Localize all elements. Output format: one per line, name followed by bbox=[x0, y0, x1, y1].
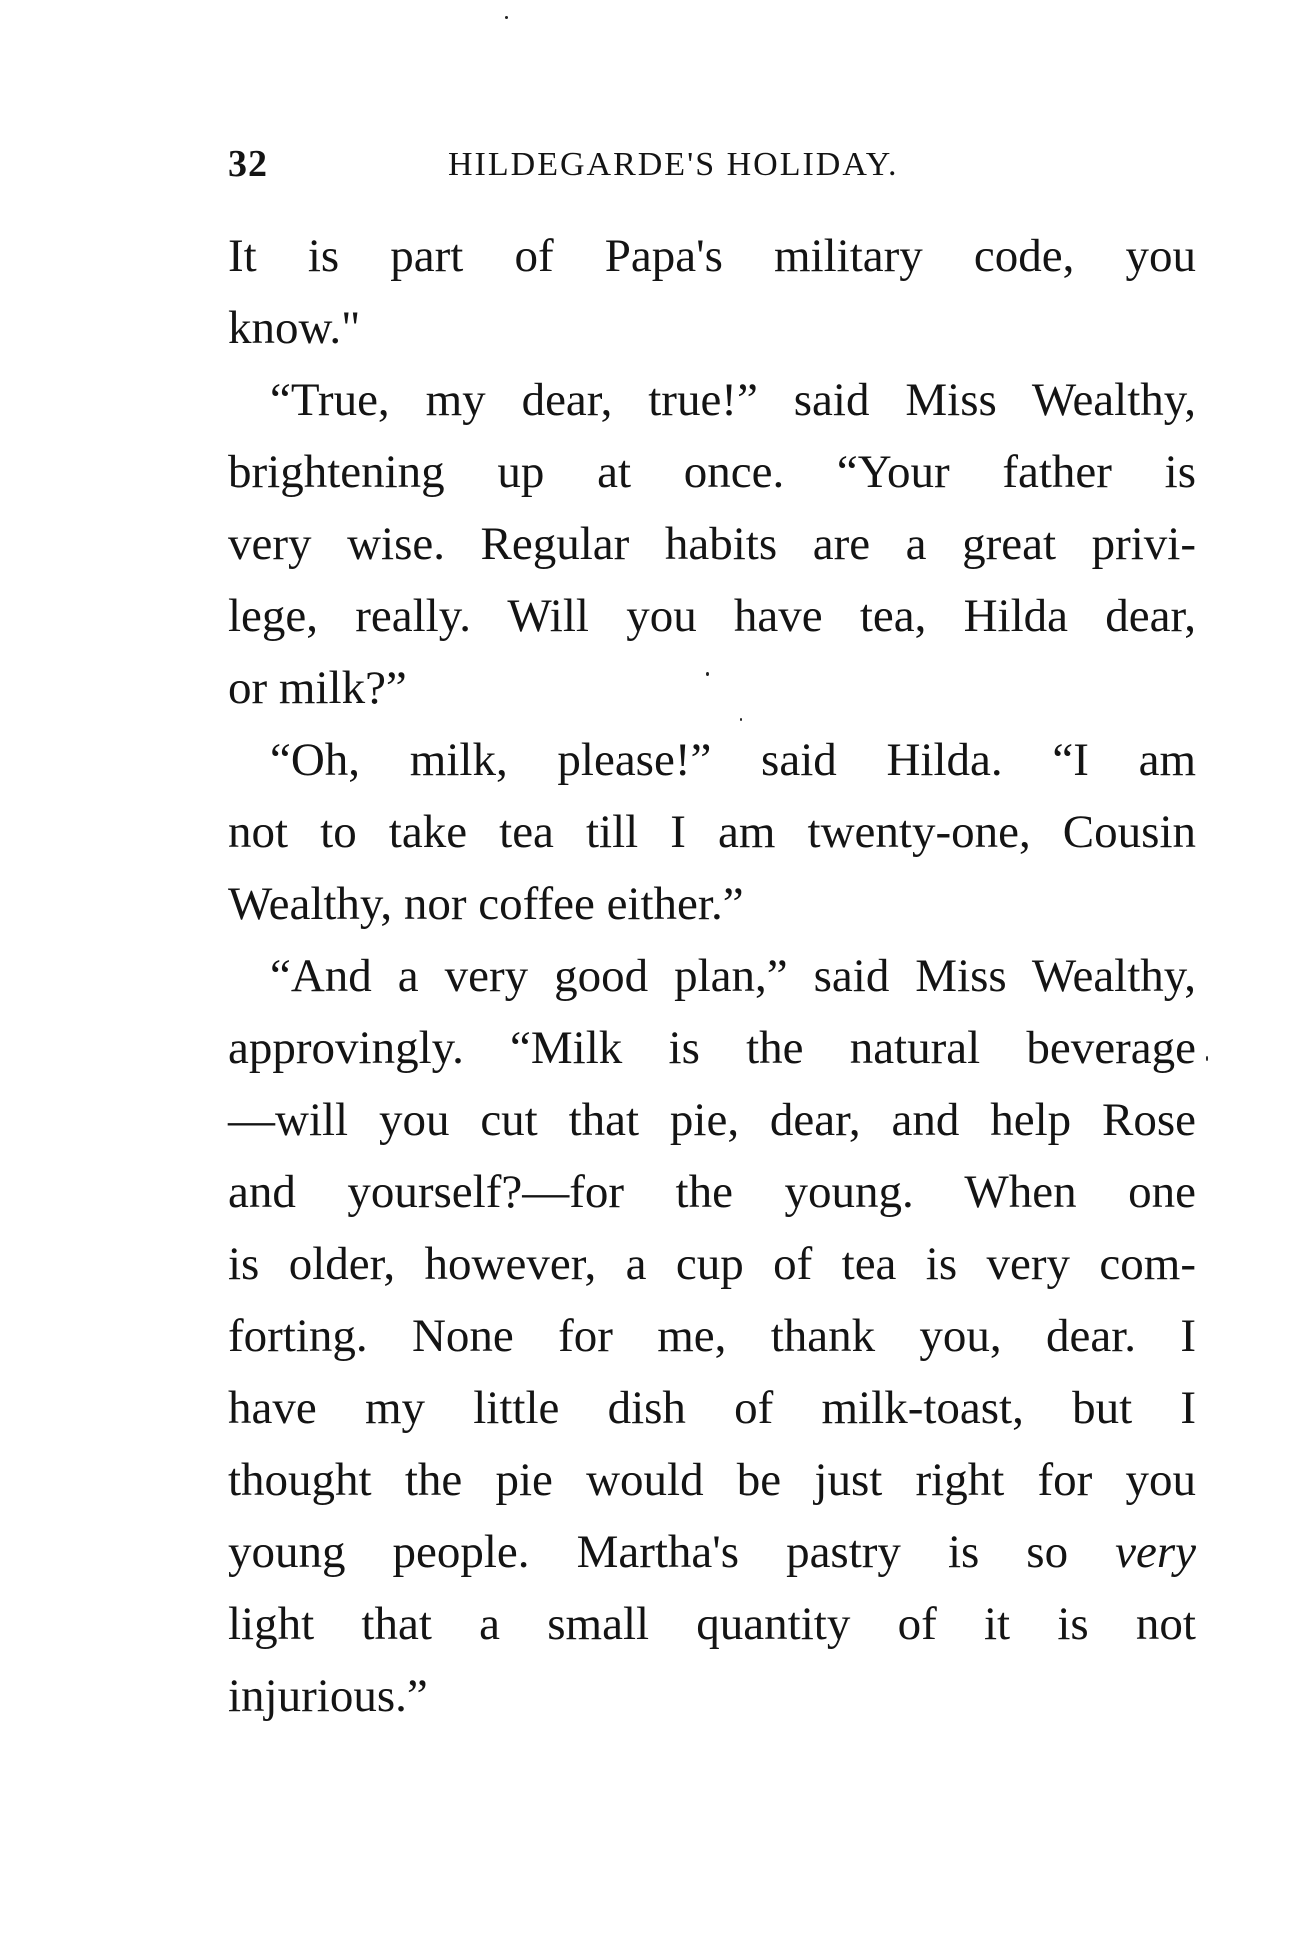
text-line: Wealthy, nor coffee either.” bbox=[228, 878, 744, 930]
text-line: is older, however, a cup of tea is very com- bbox=[228, 1238, 1196, 1290]
text-line: “True, my dear, true!” said Miss Wealthy, bbox=[270, 374, 1196, 426]
text-line: “Oh, milk, please!” said Hilda. “I am bbox=[270, 734, 1196, 786]
text-line: —will you cut that pie, dear, and help Rose bbox=[228, 1094, 1196, 1146]
text-line: light that a small quantity of it is not bbox=[228, 1598, 1196, 1650]
print-speck bbox=[706, 672, 709, 676]
text-line: thought the pie would be just right for you bbox=[228, 1454, 1196, 1506]
text-line-with-italic bbox=[228, 1516, 1196, 1588]
text-line: or milk?” bbox=[228, 662, 407, 714]
text-line: brightening up at once. “Your father is bbox=[228, 446, 1196, 498]
body-text bbox=[228, 220, 1196, 1732]
text-line: “And a very good plan,” said Miss Wealthy, bbox=[270, 950, 1196, 1002]
line-text: young people. Martha's pastry is so bbox=[228, 1526, 1069, 1578]
running-head bbox=[228, 142, 1208, 198]
print-speck bbox=[1206, 1056, 1208, 1061]
print-speck bbox=[505, 16, 508, 19]
text-line: have my little dish of milk-toast, but I bbox=[228, 1382, 1196, 1434]
italic-emphasis: very bbox=[1115, 1526, 1197, 1578]
text-line: forting. None for me, thank you, dear. I bbox=[228, 1310, 1196, 1362]
print-speck bbox=[740, 718, 742, 721]
text-line: lege, really. Will you have tea, Hilda dear, bbox=[228, 590, 1196, 642]
text-line: and yourself?—for the young. When one bbox=[228, 1166, 1196, 1218]
text-line: very wise. Regular habits are a great privi- bbox=[228, 518, 1196, 570]
text-line: not to take tea till I am twenty-one, Cousin bbox=[228, 806, 1196, 858]
running-title: HILDEGARDE'S HOLIDAY. bbox=[448, 146, 899, 183]
text-line: injurious.” bbox=[228, 1670, 428, 1722]
text-line: know." bbox=[228, 302, 361, 354]
text-line: It is part of Papa's military code, you bbox=[228, 230, 1196, 282]
text-line: approvingly. “Milk is the natural beverage bbox=[228, 1022, 1196, 1074]
page-number: 32 bbox=[228, 143, 268, 185]
